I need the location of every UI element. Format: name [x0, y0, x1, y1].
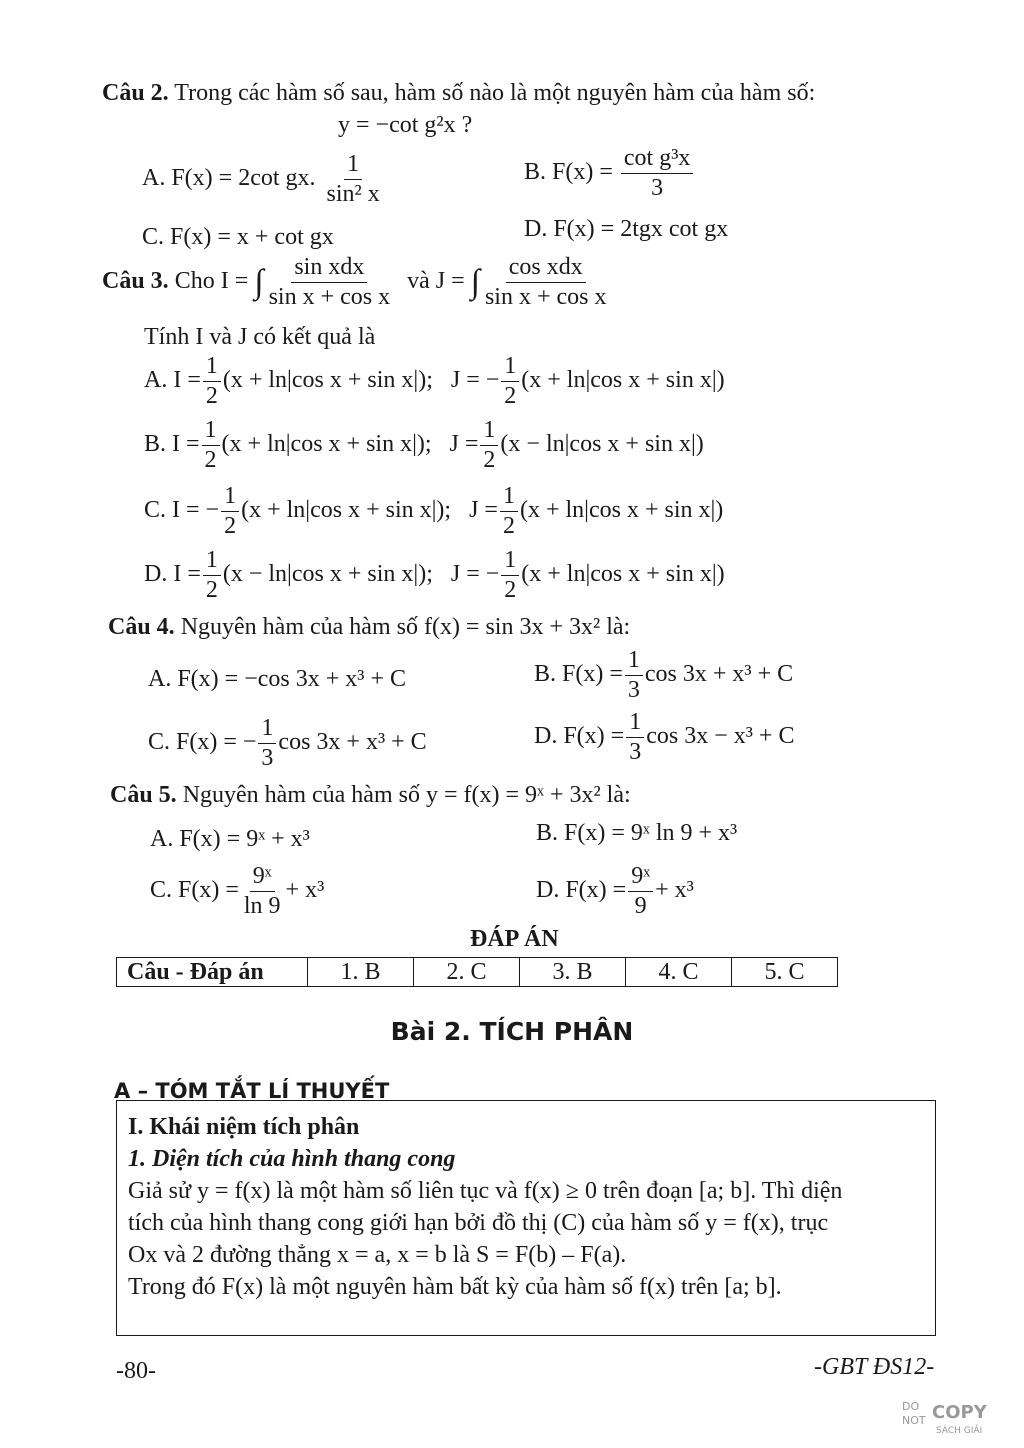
option-text: D. I =: [144, 561, 201, 588]
q2-option-b: [524, 146, 695, 201]
fraction-numerator: 1: [258, 716, 276, 744]
q5-option-c: [150, 864, 324, 919]
q2-option-d: D. F(x) = 2tgx cot gx: [524, 216, 729, 242]
table-row: [117, 958, 838, 987]
fraction-numerator: 1: [500, 484, 518, 512]
half-fraction: [500, 484, 518, 539]
watermark-text: DO: [902, 1400, 920, 1413]
theory-line: tích của hình thang cong giới hạn bởi đồ thị (C) của hàm số y = f(x), trục: [128, 1210, 829, 1236]
half-fraction: [203, 548, 221, 603]
fraction-denominator: 2: [483, 447, 496, 474]
fraction-numerator: 1: [344, 152, 362, 180]
q4-text: Nguyên hàm của hàm số f(x) = sin 3x + 3x² là:: [180, 614, 631, 640]
q5-label: Câu 5.: [110, 782, 177, 808]
q4-label: Câu 4.: [108, 614, 175, 640]
q5-option-b: B. F(x) = 9ˣ ln 9 + x³: [536, 820, 738, 846]
option-text: (x + ln|cos x + sin x|): [519, 497, 724, 524]
q3-va: và J =: [407, 268, 465, 295]
answer-cell: 5. C: [732, 958, 838, 987]
theory-line: Ox và 2 đường thẳng x = a, x = b là S = F(b) – F(a).: [128, 1242, 627, 1268]
q5-d-fraction: [628, 864, 653, 919]
third-fraction: [625, 648, 643, 703]
theory-line: Giả sử y = f(x) là một hàm số liên tục và f(x) ≥ 0 trên đoạn [a; b]. Thì diện: [128, 1178, 843, 1204]
q3-option-d: [144, 548, 725, 603]
fraction-numerator: 1: [203, 354, 221, 382]
watermark-text: NOT: [902, 1414, 926, 1427]
fraction-numerator: 1: [625, 648, 643, 676]
option-text: + x³: [285, 877, 325, 904]
half-fraction: [203, 354, 221, 409]
answer-cell: 4. C: [626, 958, 732, 987]
answers-header: Câu - Đáp án: [117, 958, 308, 987]
fraction-denominator: 9: [634, 893, 647, 920]
fraction-numerator: sin xdx: [291, 255, 367, 283]
fraction-numerator: 1: [221, 484, 239, 512]
option-text: cos 3x + x³ + C: [644, 661, 794, 688]
q2-option-a-text: A. F(x) = 2cot gx.: [142, 165, 316, 192]
theory-subheading: 1. Diện tích của hình thang cong: [128, 1146, 456, 1172]
option-text: cos 3x + x³ + C: [278, 729, 427, 756]
q2-stem: [102, 78, 815, 108]
option-text: J = −: [450, 367, 500, 394]
page-number: -80-: [116, 1358, 156, 1384]
q2-option-a-fraction: [324, 152, 383, 207]
fraction-denominator: 3: [261, 745, 274, 772]
q3-ask: Tính I và J có kết quả là: [144, 324, 376, 350]
theory-line: Trong đó F(x) là một nguyên hàm bất kỳ của hàm số f(x) trên [a; b].: [128, 1274, 782, 1300]
fraction-denominator: 2: [502, 513, 515, 540]
lesson-title: Bài 2. TÍCH PHÂN: [390, 1017, 634, 1046]
option-text: (x − ln|cos x + sin x|);: [222, 561, 433, 588]
option-text: J =: [449, 431, 479, 458]
q5-stem: [110, 780, 631, 810]
option-text: B. I =: [144, 431, 200, 458]
option-text: D. F(x) =: [534, 723, 625, 750]
q4-option-b: [534, 648, 793, 703]
fraction-denominator: 3: [629, 739, 642, 766]
option-text: cos 3x − x³ + C: [646, 723, 795, 750]
q2-option-c: C. F(x) = x + cot gx: [142, 224, 334, 250]
q5-option-a: A. F(x) = 9ˣ + x³: [150, 826, 310, 852]
fraction-numerator: 1: [202, 418, 220, 446]
answer-cell: 2. C: [414, 958, 520, 987]
fraction-denominator: 2: [504, 383, 517, 410]
option-text: D. F(x) =: [536, 877, 627, 904]
q3-option-b: [144, 418, 704, 473]
half-fraction: [501, 354, 519, 409]
fraction-numerator: 1: [626, 710, 644, 738]
option-text: C. F(x) = −: [148, 729, 257, 756]
q5-option-d: [536, 864, 694, 919]
q4-stem: [108, 612, 630, 642]
watermark-text: SÁCH GIẢI: [936, 1426, 983, 1436]
theory-heading: I. Khái niệm tích phân: [128, 1114, 360, 1140]
third-fraction: [626, 710, 644, 765]
fraction-denominator: 2: [205, 577, 218, 604]
fraction-denominator: sin x + cos x: [484, 284, 607, 311]
q3-cho: Cho I =: [174, 268, 249, 295]
q3-option-a: [144, 354, 725, 409]
fraction-numerator: 1: [501, 548, 519, 576]
option-text: (x + ln|cos x + sin x|);: [241, 497, 452, 524]
half-fraction: [221, 484, 239, 539]
third-fraction: [258, 716, 276, 771]
answer-cell: 1. B: [308, 958, 414, 987]
q2-option-b-text: B. F(x) =: [524, 159, 613, 186]
q4-option-d: [534, 710, 794, 765]
fraction-denominator: 2: [504, 577, 517, 604]
fraction-numerator: cot g³x: [621, 146, 694, 174]
watermark-text: COPY: [932, 1402, 987, 1423]
q5-text: Nguyên hàm của hàm số y = f(x) = 9ˣ + 3x² là:: [182, 782, 631, 808]
q2-option-a: [142, 152, 385, 207]
option-text: (x − ln|cos x + sin x|): [500, 431, 704, 458]
fraction-numerator: cos xdx: [506, 255, 586, 283]
q2-label: Câu 2.: [102, 80, 169, 106]
q4-option-c: [148, 716, 427, 771]
section-a-heading: A – TÓM TẮT LÍ THUYẾT: [114, 1079, 390, 1103]
integral-sign: ∫: [254, 263, 264, 301]
fraction-denominator: 3: [651, 175, 664, 202]
q3-stem: [102, 255, 612, 310]
q3-j-fraction: [482, 255, 610, 310]
answer-cell: 3. B: [520, 958, 626, 987]
q3-label: Câu 3.: [102, 268, 169, 295]
answers-table: [116, 957, 838, 987]
watermark-logo: [902, 1398, 998, 1442]
fraction-denominator: sin² x: [326, 181, 380, 208]
option-text: (x + ln|cos x + sin x|): [521, 561, 725, 588]
book-code: -GBT ĐS12-: [814, 1354, 935, 1380]
answers-title: ĐÁP ÁN: [470, 926, 559, 952]
half-fraction: [202, 418, 220, 473]
option-text: (x + ln|cos x + sin x|);: [222, 367, 433, 394]
option-text: A. I =: [144, 367, 201, 394]
fraction-numerator: 1: [203, 548, 221, 576]
integral-sign: ∫: [470, 263, 480, 301]
half-fraction: [480, 418, 498, 473]
option-text: (x + ln|cos x + sin x|);: [221, 431, 432, 458]
option-text: (x + ln|cos x + sin x|): [521, 367, 725, 394]
option-text: + x³: [655, 877, 694, 904]
option-text: B. F(x) =: [534, 661, 623, 688]
fraction-denominator: 3: [627, 677, 640, 704]
fraction-numerator: 9ˣ: [250, 864, 275, 892]
q2-text: Trong các hàm số sau, hàm số nào là một nguyên hàm của hàm số:: [174, 80, 816, 106]
q3-i-fraction: [266, 255, 394, 310]
fraction-numerator: 1: [480, 418, 498, 446]
option-text: J =: [469, 497, 498, 524]
fraction-denominator: 2: [205, 383, 218, 410]
option-text: J = −: [450, 561, 500, 588]
fraction-denominator: 2: [224, 513, 237, 540]
q5-c-fraction: [241, 864, 284, 919]
fraction-denominator: 2: [204, 447, 217, 474]
fraction-denominator: ln 9: [243, 893, 281, 920]
q4-option-a: A. F(x) = −cos 3x + x³ + C: [148, 666, 406, 692]
half-fraction: [501, 548, 519, 603]
q3-option-c: [144, 484, 723, 539]
option-text: C. F(x) =: [150, 877, 239, 904]
fraction-numerator: 1: [501, 354, 519, 382]
option-text: C. I = −: [144, 497, 220, 524]
fraction-denominator: sin x + cos x: [268, 284, 391, 311]
fraction-numerator: 9ˣ: [628, 864, 653, 892]
q2-option-b-fraction: [621, 146, 694, 201]
q2-func: y = −cot g²x ?: [338, 112, 473, 138]
